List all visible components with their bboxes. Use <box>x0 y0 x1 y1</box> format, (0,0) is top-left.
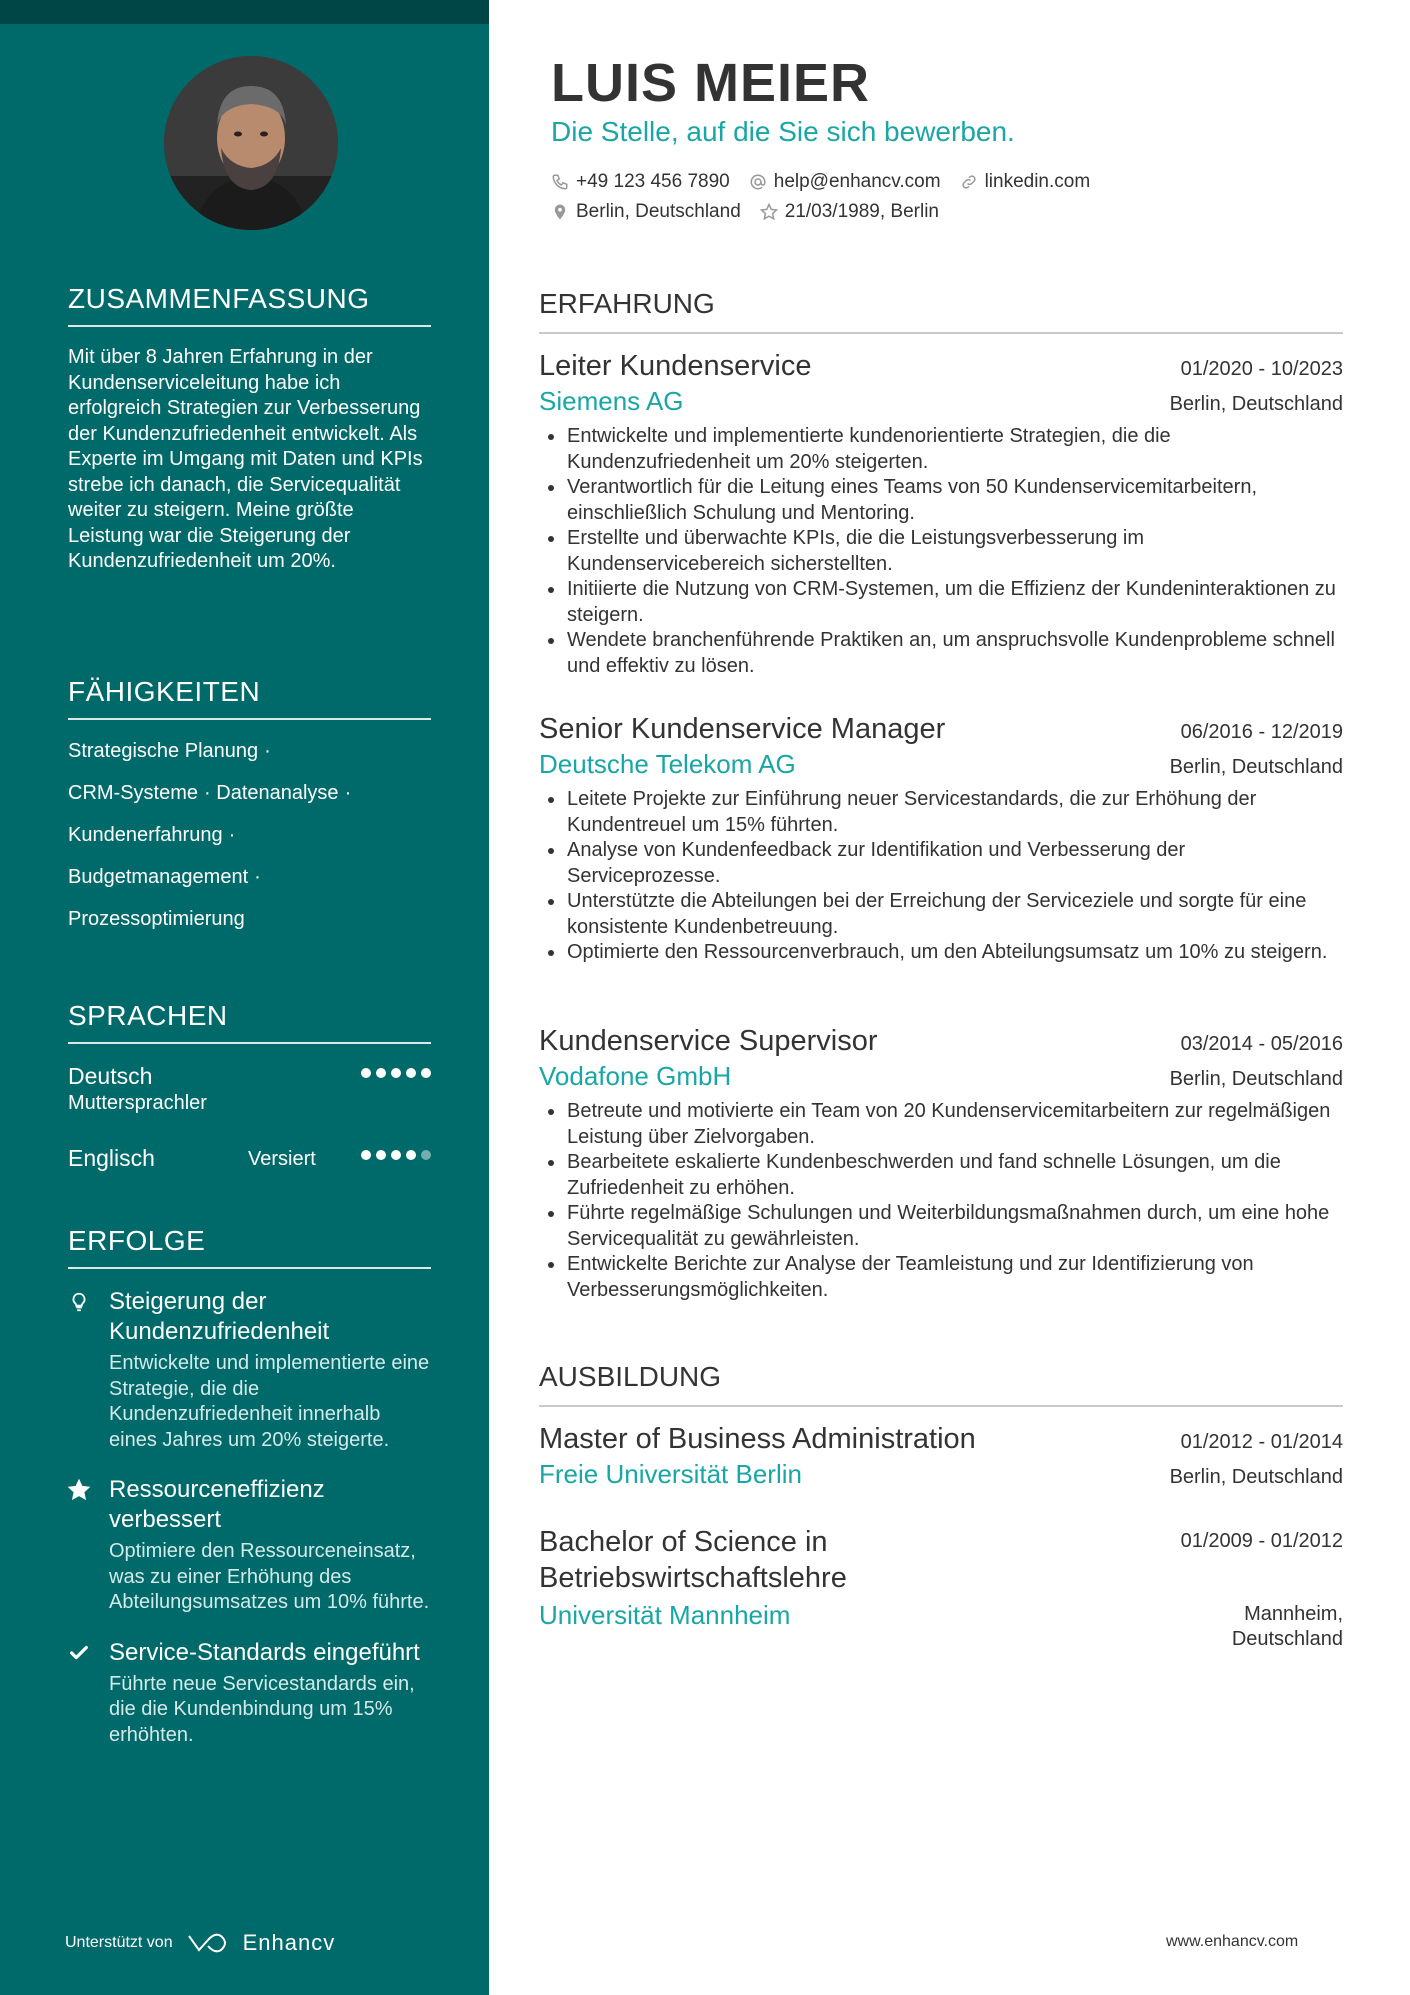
education-item <box>539 1524 1343 1652</box>
language-rating <box>361 1068 431 1078</box>
skill-item: Prozessoptimierung <box>68 908 245 930</box>
star-icon <box>68 1479 90 1501</box>
language-item <box>68 1062 431 1144</box>
rating-dot <box>391 1068 401 1078</box>
avatar <box>164 56 338 230</box>
achievements-section <box>68 1225 431 1770</box>
candidate-name: LUIS MEIER <box>551 53 871 113</box>
brand-name: Enhancv <box>242 1930 336 1955</box>
rating-dot <box>376 1150 386 1160</box>
rating-dot <box>391 1150 401 1160</box>
enhancv-logo-icon <box>185 1932 231 1954</box>
job-title: Leiter Kundenservice <box>539 350 812 382</box>
bullet-item: Verantwortlich für die Leitung eines Teams von 50 Kundenservicemitarbeitern, einschließlich Schulung und Mentoring. <box>539 475 1343 526</box>
bullet-item: Analyse von Kundenfeedback zur Identifikation und Verbesserung der Serviceprozesse. <box>539 838 1343 889</box>
job-company: Deutsche Telekom AG <box>539 749 796 779</box>
language-name: Englisch <box>68 1145 155 1171</box>
job-item <box>539 1023 1343 1303</box>
education-item <box>539 1421 1343 1491</box>
footer-url[interactable]: www.enhancv.com <box>1166 1933 1299 1950</box>
achievement-title: Service-Standards eingeführt <box>109 1638 420 1666</box>
skill-item: Budgetmanagement · <box>68 866 261 888</box>
job-company: Siemens AG <box>539 386 684 416</box>
language-name: Deutsch <box>68 1063 153 1089</box>
achievement-title: Steigerung der Kundenzufriedenheit <box>109 1288 330 1345</box>
skills-section <box>68 676 431 948</box>
rating-dot <box>421 1068 431 1078</box>
achievement-desc: Optimiere den Ressourceneinsatz, was zu einer Erhöhung des Abteilungsumsatzes um 10% führte. <box>109 1540 430 1613</box>
education-date: 01/2012 - 01/2014 <box>1180 1431 1343 1453</box>
contact-birth: 21/03/1989, Berlin <box>760 201 939 223</box>
rating-dot <box>376 1068 386 1078</box>
contact-linkedin[interactable]: linkedin.com <box>960 171 1091 193</box>
bullet-item: Betreute und motivierte ein Team von 20 Kundenservicemitarbeitern zur regelmäßigen Leistung über Zielvorgaben. <box>539 1099 1343 1150</box>
rating-dot <box>361 1068 371 1078</box>
contact-row <box>551 201 958 223</box>
job-bullets <box>539 424 1343 679</box>
education-date: 01/2009 - 01/2012 <box>1180 1530 1343 1552</box>
job-bullets <box>539 1099 1343 1303</box>
languages-heading: SPRACHEN <box>68 1000 431 1044</box>
skill-item: Kundenerfahrung · <box>68 824 236 846</box>
school-name: Universität Mannheim <box>539 1600 791 1630</box>
language-item <box>68 1144 431 1226</box>
target-role: Die Stelle, auf die Sie sich bewerben. <box>551 116 1015 147</box>
bullet-item: Entwickelte Berichte zur Analyse der Teamleistung und zur Identifizierung von Verbesserungsmöglichkeiten. <box>539 1252 1343 1303</box>
job-location: Berlin, Deutschland <box>1169 1068 1343 1090</box>
rating-dot <box>361 1150 371 1160</box>
education-heading: AUSBILDUNG <box>539 1361 1343 1407</box>
achievement-item <box>68 1638 431 1749</box>
job-company: Vodafone GmbH <box>539 1061 732 1091</box>
job-item <box>539 348 1343 679</box>
job-date: 06/2016 - 12/2019 <box>1180 721 1343 743</box>
experience-heading: ERFAHRUNG <box>539 288 1343 334</box>
powered-by <box>65 1930 335 1956</box>
rating-dot <box>406 1068 416 1078</box>
language-level: Muttersprachler <box>68 1092 207 1114</box>
achievement-title: Ressourceneffizienz verbessert <box>109 1476 325 1533</box>
achievement-item <box>68 1287 431 1453</box>
skill-item: CRM-Systeme · Datenanalyse · <box>68 782 352 804</box>
school-name: Freie Universität Berlin <box>539 1459 802 1489</box>
contact-row <box>551 171 1109 193</box>
job-title: Senior Kundenservice Manager <box>539 713 946 745</box>
rating-dot <box>406 1150 416 1160</box>
achievement-desc: Entwickelte und implementierte eine Strategie, die die Kundenzufriedenheit innerhalb eines Jahres um 20% steigerte. <box>109 1352 430 1451</box>
language-level: Versiert <box>248 1148 316 1170</box>
summary-text: Mit über 8 Jahren Erfahrung in der Kundenserviceleitung habe ich erfolgreich Strategien zur Verbesserung der Kundenzufriedenheit entwickelt. Als Experte im Umgang mit Daten und KPIs strebe ich danach, die Servicequalität weiter zu steigern. Meine größte Leistung war die Steigerung der Kundenzufriedenheit um 20%. <box>68 346 423 572</box>
bullet-item: Entwickelte und implementierte kundenorientierte Strategien, die die Kundenzufriedenheit um 20% steigerten. <box>539 424 1343 475</box>
rating-dot <box>421 1150 431 1160</box>
bullet-item: Leitete Projekte zur Einführung neuer Servicestandards, die zur Erhöhung der Kundentreuel um 15% führten. <box>539 787 1343 838</box>
education-location: Berlin, Deutschland <box>1169 1466 1343 1488</box>
degree-title: Bachelor of Science in Betriebswirtschaftslehre <box>539 1526 847 1594</box>
location-pin-icon <box>551 203 569 221</box>
bullet-item: Bearbeitete eskalierte Kundenbeschwerden und fand schnelle Lösungen, um die Zufriedenheit zu erhöhen. <box>539 1150 1343 1201</box>
bullet-item: Erstellte und überwachte KPIs, die die Leistungsverbesserung im Kundenservicebereich sicherstellten. <box>539 526 1343 577</box>
skills-heading: FÄHIGKEITEN <box>68 676 431 720</box>
phone-icon <box>551 173 569 191</box>
contact-email[interactable]: help@enhancv.com <box>749 171 941 193</box>
language-rating <box>361 1150 431 1160</box>
education-location: Mannheim, Deutschland <box>1231 1603 1343 1650</box>
job-bullets <box>539 787 1343 966</box>
achievements-heading: ERFOLGE <box>68 1225 431 1269</box>
job-location: Berlin, Deutschland <box>1169 393 1343 415</box>
skill-item: Strategische Planung · <box>68 740 271 762</box>
achievement-desc: Führte neue Servicestandards ein, die die Kundenbindung um 15% erhöhten. <box>109 1672 415 1746</box>
contact-location: Berlin, Deutschland <box>551 201 741 223</box>
job-title: Kundenservice Supervisor <box>539 1025 878 1057</box>
bullet-item: Wendete branchenführende Praktiken an, um anspruchsvolle Kundenprobleme schnell und effektiv zu lösen. <box>539 628 1343 679</box>
check-icon <box>68 1642 90 1664</box>
bullet-item: Initiierte die Nutzung von CRM-Systemen, um die Effizienz der Kundeninteraktionen zu steigern. <box>539 577 1343 628</box>
bullet-item: Unterstützte die Abteilungen bei der Erreichung der Serviceziele und sorgte für eine konsistente Kundenbetreuung. <box>539 889 1343 940</box>
contact-phone: +49 123 456 7890 <box>551 171 730 193</box>
star-outline-icon <box>760 203 778 221</box>
languages-section <box>68 1000 431 1226</box>
sidebar-top-band <box>0 0 489 24</box>
job-location: Berlin, Deutschland <box>1169 756 1343 778</box>
job-date: 03/2014 - 05/2016 <box>1180 1033 1343 1055</box>
bullet-item: Führte regelmäßige Schulungen und Weiterbildungsmaßnahmen durch, um eine hohe Servicequalität zu gewährleisten. <box>539 1201 1343 1252</box>
lightbulb-icon <box>68 1291 90 1313</box>
link-icon <box>960 173 978 191</box>
summary-heading: ZUSAMMENFASSUNG <box>68 283 431 327</box>
powered-by-label: Unterstützt von <box>65 1934 173 1951</box>
degree-title: Master of Business Administration <box>539 1423 976 1455</box>
bullet-item: Optimierte den Ressourcenverbrauch, um den Abteilungsumsatz um 10% zu steigern. <box>539 940 1343 966</box>
at-icon <box>749 173 767 191</box>
summary-section <box>68 283 431 575</box>
job-item <box>539 711 1343 966</box>
sidebar <box>0 0 489 1995</box>
job-date: 01/2020 - 10/2023 <box>1180 358 1343 380</box>
achievement-item <box>68 1475 431 1616</box>
